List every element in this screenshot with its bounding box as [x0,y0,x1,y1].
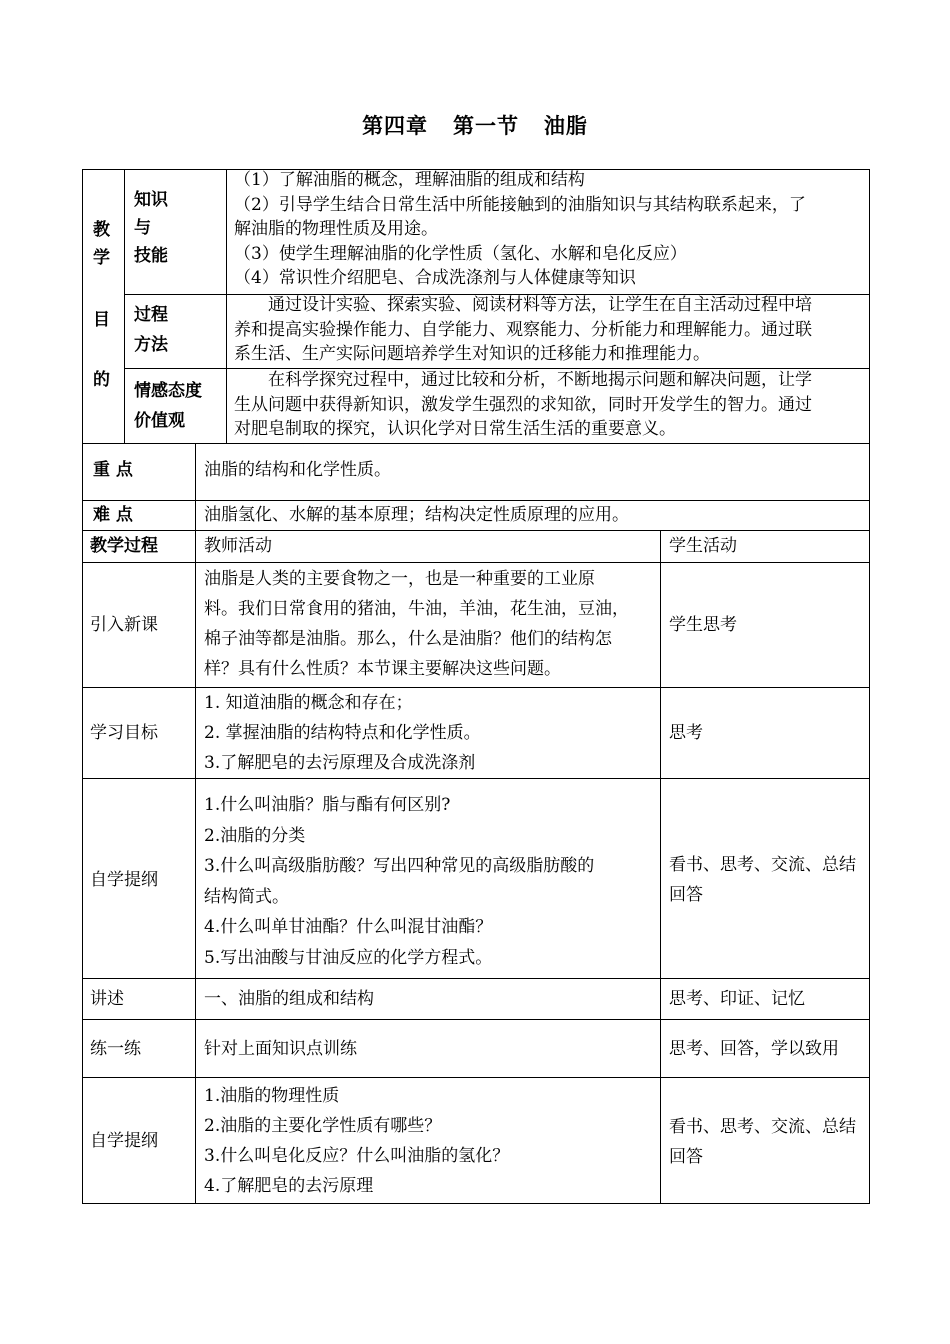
teacher-line: 2.油脂的分类 [204,825,306,846]
process-header-teacher: 教师活动 [204,536,272,556]
student-activity [669,850,856,910]
stage-label: 练一练 [90,1039,141,1059]
row-line [82,978,870,979]
process-label [134,300,168,360]
teacher-line: 2. 掌握油脂的结构特点和化学性质。 [204,723,481,743]
teacher-line: 2.油脂的主要化学性质有哪些？ [204,1116,442,1136]
row-line [82,1019,870,1020]
teacher-line: 1.油脂的物理性质 [204,1086,340,1106]
emotion-line: 对肥皂制取的探究，认识化学对日常生活生活的重要意义。 [234,419,676,439]
stage-label: 自学提纲 [90,1131,158,1151]
teacher-activity: 一、油脂的组成和结构 [204,989,374,1009]
stage-label: 自学提纲 [90,870,158,890]
knowledge-text [234,168,806,291]
objectives-label-char: 学 [93,248,110,268]
stage-label: 学习目标 [90,723,158,743]
student-line: 看书、思考、交流、总结 [669,855,856,875]
teacher-line: 3.了解肥皂的去污原理及合成洗涤剂 [204,753,476,773]
emotion-label-line: 价值观 [134,411,185,431]
emotion-label [134,376,202,436]
process-label-line: 过程 [134,305,168,325]
knowledge-line: （4）常识性介绍肥皂、合成洗涤剂与人体健康等知识 [234,268,636,288]
process-header-stage: 教学过程 [90,536,158,556]
process-header-student: 学生活动 [669,536,737,556]
stage-label: 引入新课 [90,615,158,635]
process-label-line: 方法 [134,335,168,355]
teacher-activity: 针对上面知识点训练 [204,1039,357,1059]
stage-label: 讲述 [90,989,124,1009]
teacher-line: 3.什么叫高级脂肪酸？写出四种常见的高级脂肪酸的 [204,856,595,876]
teacher-activity [204,564,629,684]
row-line [82,778,870,779]
process-line: 通过设计实验、探索实验、阅读材料等方法，让学生在自主活动过程中培 [234,295,812,315]
emotion-line: 生从问题中获得新知识，激发学生强烈的求知欲，同时开发学生的智力。通过 [234,394,812,415]
objectives-divider-1 [124,169,125,443]
process-line: 养和提高实验操作能力、自学能力、观察能力、分析能力和理解能力。通过联 [234,319,812,340]
knowledge-line: 解油脂的物理性质及用途。 [234,219,438,239]
teacher-activity [204,688,481,778]
teacher-line: 样？具有什么性质？本节课主要解决这些问题。 [204,659,561,679]
student-activity: 学生思考 [669,615,737,635]
teacher-line: 3.什么叫皂化反应？什么叫油脂的氢化？ [204,1146,510,1166]
teacher-line: 料。我们日常食用的猪油，牛油，羊油，花生油，豆油， [204,599,629,619]
knowledge-line: （3）使学生理解油脂的化学性质（氢化、水解和皂化反应） [234,243,687,264]
knowledge-label-line: 与 [134,218,151,238]
emotion-line: 在科学探究过程中，通过比较和分析，不断地揭示问题和解决问题，让学 [234,370,812,390]
teacher-line: 油脂是人类的主要食物之一，也是一种重要的工业原 [204,569,595,589]
teacher-line: 结构简式。 [204,886,289,907]
objectives-label-char: 的 [93,370,110,390]
process-text [234,293,812,367]
teacher-line: 棉子油等都是油脂。那么，什么是油脂？他们的结构怎 [204,629,612,649]
student-line: 回答 [669,1147,703,1167]
emotion-text [234,368,812,442]
process-line: 系生活、生产实际问题培养学生对知识的迁移能力和推理能力。 [234,344,710,364]
key-point-text: 油脂的结构和化学性质。 [204,460,391,480]
row-line [82,443,870,444]
knowledge-line: （1）了解油脂的概念，理解油脂的组成和结构 [234,170,585,190]
column-line-1 [195,443,196,1204]
row-line [82,530,870,531]
teacher-activity [204,790,594,973]
teacher-line: 1.什么叫油脂？脂与酯有何区别? [204,795,451,815]
student-line: 回答 [669,885,703,905]
knowledge-line: （2）引导学生结合日常生活中所能接触到的油脂知识与其结构联系起来，了 [234,194,806,215]
objectives-divider-2 [226,169,227,443]
teacher-line: 4.了解肥皂的去污原理 [204,1176,374,1196]
objectives-label-char: 目 [93,310,110,330]
difficulty-text: 油脂氢化、水解的基本原理；结构决定性质原理的应用。 [204,505,629,525]
key-point-label: 重 点 [93,460,133,480]
knowledge-label [134,186,168,270]
teacher-line: 1. 知道油脂的概念和存在； [204,693,413,713]
student-activity [669,1112,856,1172]
row-line [82,562,870,563]
student-line: 看书、思考、交流、总结 [669,1117,856,1137]
knowledge-label-line: 技能 [134,246,168,266]
objectives-label-char: 教 [93,220,110,240]
student-activity: 思考 [669,723,703,743]
column-line-2 [660,530,661,1204]
emotion-label-line: 情感态度 [134,381,202,401]
teacher-line: 5.写出油酸与甘油反应的化学方程式。 [204,947,493,968]
teacher-activity [204,1081,509,1201]
difficulty-label: 难 点 [93,505,133,525]
row-line [82,1077,870,1078]
teacher-line: 4.什么叫单甘油酯？什么叫混甘油酯？ [204,917,493,937]
page-title: 第四章 第一节 油脂 [362,113,588,138]
student-activity: 思考、印证、记忆 [669,989,805,1009]
student-activity: 思考、回答，学以致用 [669,1039,839,1059]
knowledge-label-line: 知识 [134,190,168,210]
